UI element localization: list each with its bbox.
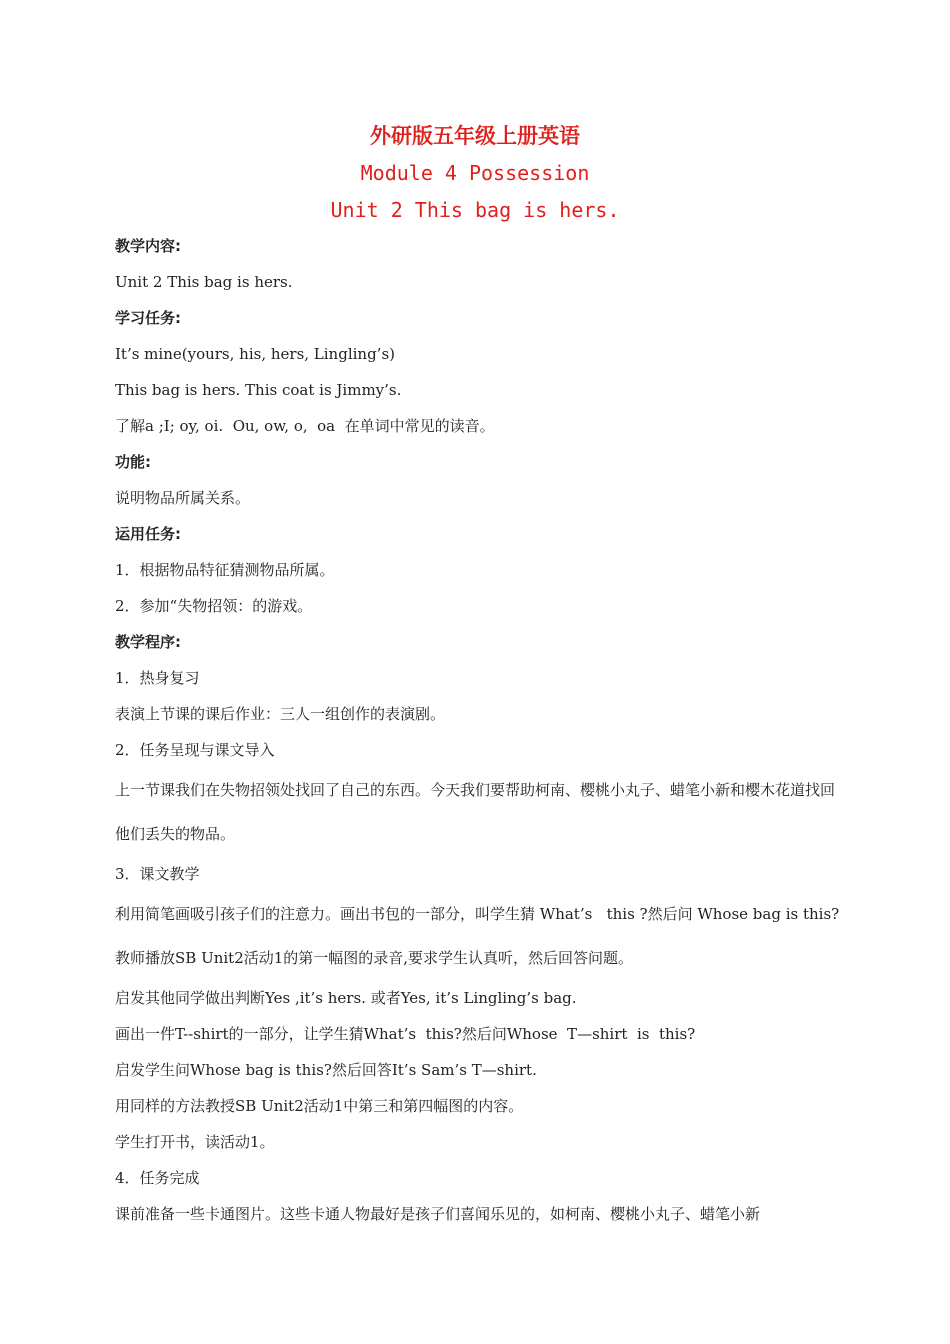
section-heading: 教学程序: [115,633,181,651]
paragraph-line: 说明物品所属关系。 [115,489,251,507]
paragraph-line: 了解a ;I; oy, oi. Ou, ow, o, oa 在单词中常见的读音。 [115,417,495,435]
title-block [0,118,950,229]
paragraph-line: 4．任务完成 [115,1169,200,1187]
paragraph-line: 2．参加“失物招领：的游戏。 [115,597,313,615]
paragraph-line: 2．任务呈现与课文导入 [115,741,275,759]
paragraph-line: 表演上节课的课后作业：三人一组创作的表演剧。 [115,705,446,723]
paragraph-line: 1．热身复习 [115,669,200,687]
paragraph-line: 上一节课我们在失物招领处找回了自己的东西。今天我们要帮助柯南、樱桃小丸子、蜡笔小新和樱木花道找回他们丢失的物品。 [115,781,836,843]
paragraph-line: 1．根据物品特征猜测物品所属。 [115,561,335,579]
paragraph-line: 启发其他同学做出判断Yes ,it’s hers. 或者Yes, it’s Lingling’s bag. [115,989,577,1007]
section-heading: 学习任务: [115,309,181,327]
document-title: 外研版五年级上册英语 [370,124,580,148]
module-title: Module 4 Possession [360,161,590,185]
paragraph-line: It’s mine(yours, his, hers, Lingling’s) [115,345,395,363]
section-heading: 功能: [115,453,151,471]
paragraph-line: 用同样的方法教授SB Unit2活动1中第三和第四幅图的内容。 [115,1097,524,1115]
section-heading: 运用任务: [115,525,181,543]
paragraph-line: 画出一件T--shirt的一部分，让学生猜What’s this?然后问Whose T—shirt is this? [115,1025,696,1043]
paragraph-line: 利用简笔画吸引孩子们的注意力。画出书包的一部分，叫学生猜 What’s this ?然后问 Whose bag is this?教师播放SB Unit2活动1的第一幅图的录音,要求学生认真听，然后回答问题。 [115,905,840,967]
paragraph-line: This bag is hers. This coat is Jimmy’s. [115,381,402,399]
paragraph-line: 3．课文教学 [115,865,200,883]
paragraph-line: 学生打开书，读活动1。 [115,1133,275,1151]
paragraph-line: 课前准备一些卡通图片。这些卡通人物最好是孩子们喜闻乐见的，如柯南、樱桃小丸子、蜡笔小新 [115,1205,761,1223]
unit-title: Unit 2 This bag is hers. [330,198,620,222]
paragraph-line: 启发学生问Whose bag is this?然后回答It’s Sam’s T—shirt. [115,1061,537,1079]
paragraph-line: Unit 2 This bag is hers. [115,273,293,291]
section-heading: 教学内容: [115,237,181,255]
document-body [115,228,845,1232]
